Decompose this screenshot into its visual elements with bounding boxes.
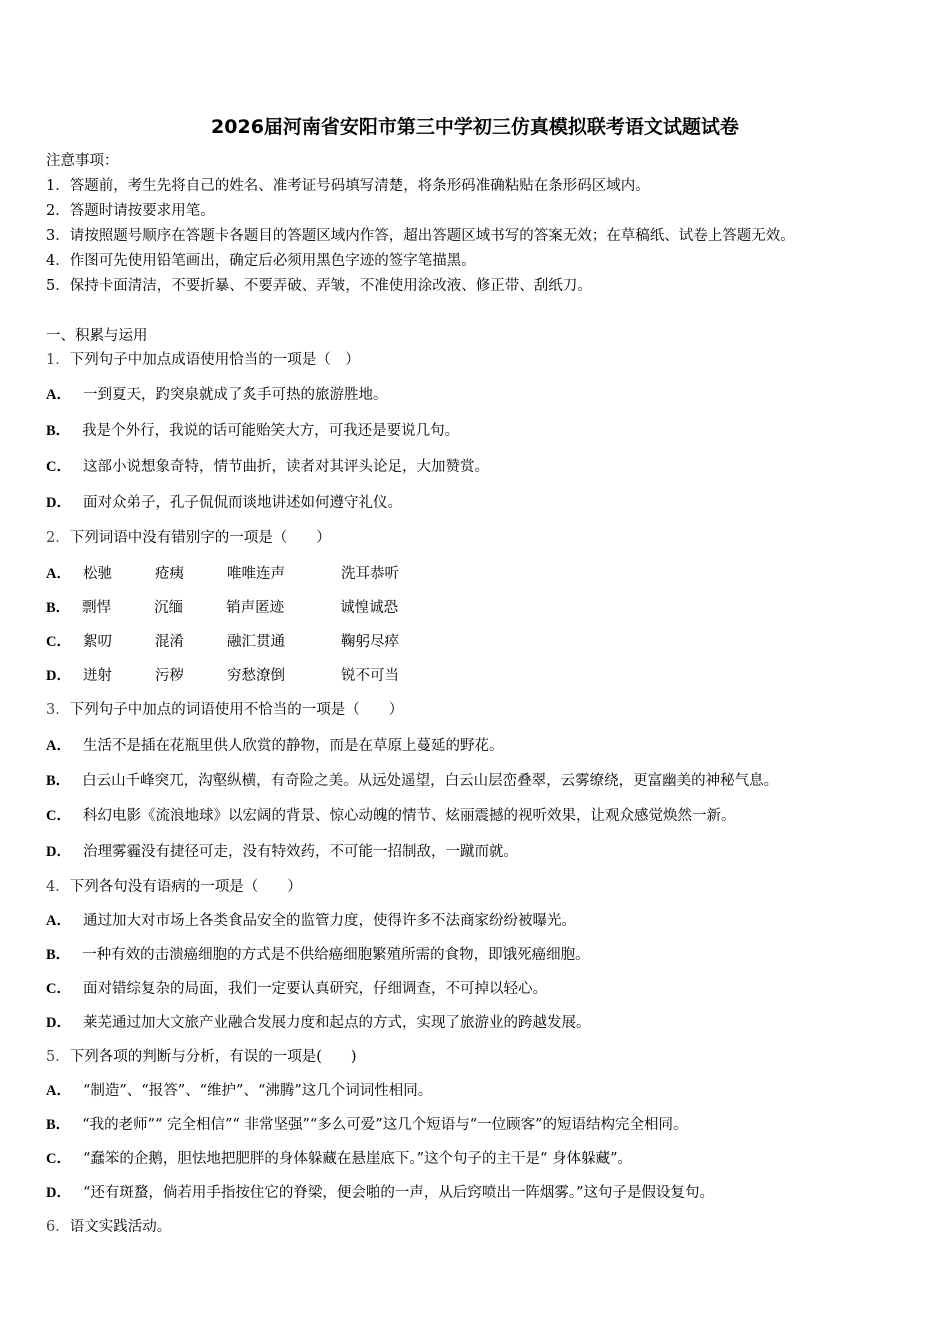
option: [46, 911, 576, 931]
option-label: C．: [46, 1151, 71, 1167]
option: [46, 632, 413, 652]
option: [46, 666, 413, 686]
option-label: A．: [46, 387, 71, 403]
option: [46, 945, 590, 965]
option: [46, 771, 778, 791]
question-text: 下列各句没有语病的一项是（ ）: [69, 879, 302, 895]
option-text: “还有斑蝥，倘若用手指按住它的脊梁，便会啪的一声，从后窍喷出一阵烟雾。”这句子是假设复句。: [82, 1185, 715, 1201]
question-number: 5．: [46, 1049, 70, 1065]
option-text: 生活不是插在花瓶里供人欣赏的静物，而是在草原上蔓延的野花。: [82, 738, 504, 754]
option-text: 白云山千峰突兀，沟壑纵横，有奇险之美。从远处遥望，白云山层峦叠翠，云雾缭绕，更富幽美的神秘气息。: [82, 773, 779, 789]
option-word: 剽悍: [82, 600, 112, 616]
option-label: D．: [46, 844, 71, 860]
option: [46, 564, 413, 584]
option-word: 混淆: [154, 634, 184, 650]
option: [46, 457, 489, 477]
option-label: D．: [46, 668, 71, 684]
question-stem: [46, 528, 331, 548]
option: [46, 421, 459, 441]
option: [46, 493, 402, 513]
option-word: 疮痍: [154, 566, 184, 582]
option-label: C．: [46, 981, 71, 997]
notice-item: 3．请按照题号顺序在答题卡各题目的答题区域内作答，超出答题区域书写的答案无效；在草稿纸、试卷上答题无效。: [46, 228, 795, 244]
question-text: 语文实践活动。: [69, 1219, 172, 1235]
question-number: 6．: [46, 1219, 70, 1235]
question-text: 下列词语中没有错别字的一项是（ ）: [69, 530, 331, 546]
option-label: D．: [46, 495, 71, 511]
option-label: B．: [46, 773, 71, 789]
option-text: 面对错综复杂的局面，我们一定要认真研究，仔细调查，不可掉以轻心。: [82, 981, 547, 997]
option-text: “我的老师”“ 完全相信”“ 非常坚强”“多么可爱”这几个短语与“一位顾客”的短语结构完全相同。: [82, 1117, 688, 1133]
option: [46, 842, 518, 862]
option: [46, 385, 387, 405]
notice-item: 2．答题时请按要求用笔。: [46, 203, 215, 219]
question-stem: [46, 700, 403, 720]
question-text: 下列各项的判断与分析，有误的一项是( ): [69, 1049, 357, 1065]
question-number: 2．: [46, 530, 70, 546]
question-stem: [46, 350, 360, 370]
option: [46, 806, 735, 826]
option-text: 我是个外行，我说的话可能贻笑大方，可我还是要说几句。: [82, 423, 460, 439]
option-word: 诚惶诚恐: [340, 600, 399, 616]
option-label: B．: [46, 1117, 71, 1133]
notice-item: 5．保持卡面清洁，不要折暴、不要弄破、弄皱，不准使用涂改液、修正带、刮纸刀。: [46, 278, 592, 294]
option-word: 絮叨: [82, 634, 112, 650]
option-text: 莱芜通过加大文旅产业融合发展力度和起点的方式，实现了旅游业的跨越发展。: [82, 1015, 591, 1031]
option-word: 鞠躬尽瘁: [340, 634, 399, 650]
option-label: A．: [46, 1083, 71, 1099]
option-text: “制造”、“报答”、“维护”、“沸腾”这几个词词性相同。: [82, 1083, 433, 1099]
question-number: 4．: [46, 879, 70, 895]
question-stem: [46, 1217, 171, 1237]
page-title: 2026届河南省安阳市第三中学初三仿真模拟联考语文试题试卷: [211, 116, 739, 138]
option-word: 迸射: [82, 668, 112, 684]
option-label: A．: [46, 738, 71, 754]
option-label: D．: [46, 1185, 71, 1201]
option-text: 一到夏天，趵突泉就成了炙手可热的旅游胜地。: [82, 387, 388, 403]
option: [46, 979, 547, 999]
option-label: C．: [46, 634, 71, 650]
option-text: 一种有效的击溃癌细胞的方式是不供给癌细胞繁殖所需的食物，即饿死癌细胞。: [82, 947, 590, 963]
option-word: 污秽: [154, 668, 184, 684]
notice-item: 4．作图可先使用铅笔画出，确定后必须用黑色字迹的签字笔描黑。: [46, 253, 476, 269]
option: [46, 1013, 590, 1033]
question-number: 3．: [46, 702, 70, 718]
option-label: B．: [46, 947, 71, 963]
question-stem: [46, 877, 302, 897]
notice-heading: 注意事项：: [46, 153, 119, 169]
option: [46, 1115, 688, 1135]
option-label: D．: [46, 1015, 71, 1031]
option: [46, 598, 412, 618]
option-word: 唯唯连声: [226, 566, 285, 582]
question-text: 下列句子中加点成语使用恰当的一项是（ ）: [69, 352, 360, 368]
option: [46, 1149, 632, 1169]
option-text: 通过加大对市场上各类食品安全的监管力度，使得许多不法商家纷纷被曝光。: [82, 913, 576, 929]
option-label: A．: [46, 566, 71, 582]
option-word: 融汇贯通: [226, 634, 285, 650]
option-text: 面对众弟子，孔子侃侃而谈地讲述如何遵守礼仪。: [82, 495, 402, 511]
option: [46, 1081, 432, 1101]
notice-item: 1．答题前，考生先将自己的姓名、准考证号码填写清楚，将条形码准确粘贴在条形码区域内。: [46, 178, 650, 194]
option-label: C．: [46, 808, 71, 824]
option: [46, 736, 503, 756]
option-text: 科幻电影《流浪地球》以宏阔的背景、惊心动魄的情节、炫丽震撼的视听效果，让观众感觉焕然一新。: [82, 808, 736, 824]
option-label: A．: [46, 913, 71, 929]
option-text: 这部小说想象奇特，情节曲折，读者对其评头论足，大加赞赏。: [82, 459, 489, 475]
option-word: 洗耳恭听: [340, 566, 399, 582]
option-text: 治理雾霾没有捷径可走，没有特效药，不可能一招制敌，一蹴而就。: [82, 844, 518, 860]
option-word: 销声匿迹: [226, 600, 285, 616]
option-label: C．: [46, 459, 71, 475]
question-text: 下列句子中加点的词语使用不恰当的一项是（ ）: [69, 702, 404, 718]
section-heading: 一、积累与运用: [46, 328, 148, 344]
option-word: 沉缅: [154, 600, 184, 616]
question-stem: [46, 1047, 357, 1067]
option-word: 锐不可当: [340, 668, 399, 684]
option-label: B．: [46, 600, 71, 616]
option-word: 穷愁潦倒: [226, 668, 285, 684]
option-text: “蠢笨的企鹅，胆怯地把肥胖的身体躲藏在悬崖底下。”这个句子的主干是“ 身体躲藏”。: [82, 1151, 632, 1167]
option: [46, 1183, 714, 1203]
option-label: B．: [46, 423, 71, 439]
option-word: 松驰: [82, 566, 112, 582]
question-number: 1．: [46, 352, 70, 368]
